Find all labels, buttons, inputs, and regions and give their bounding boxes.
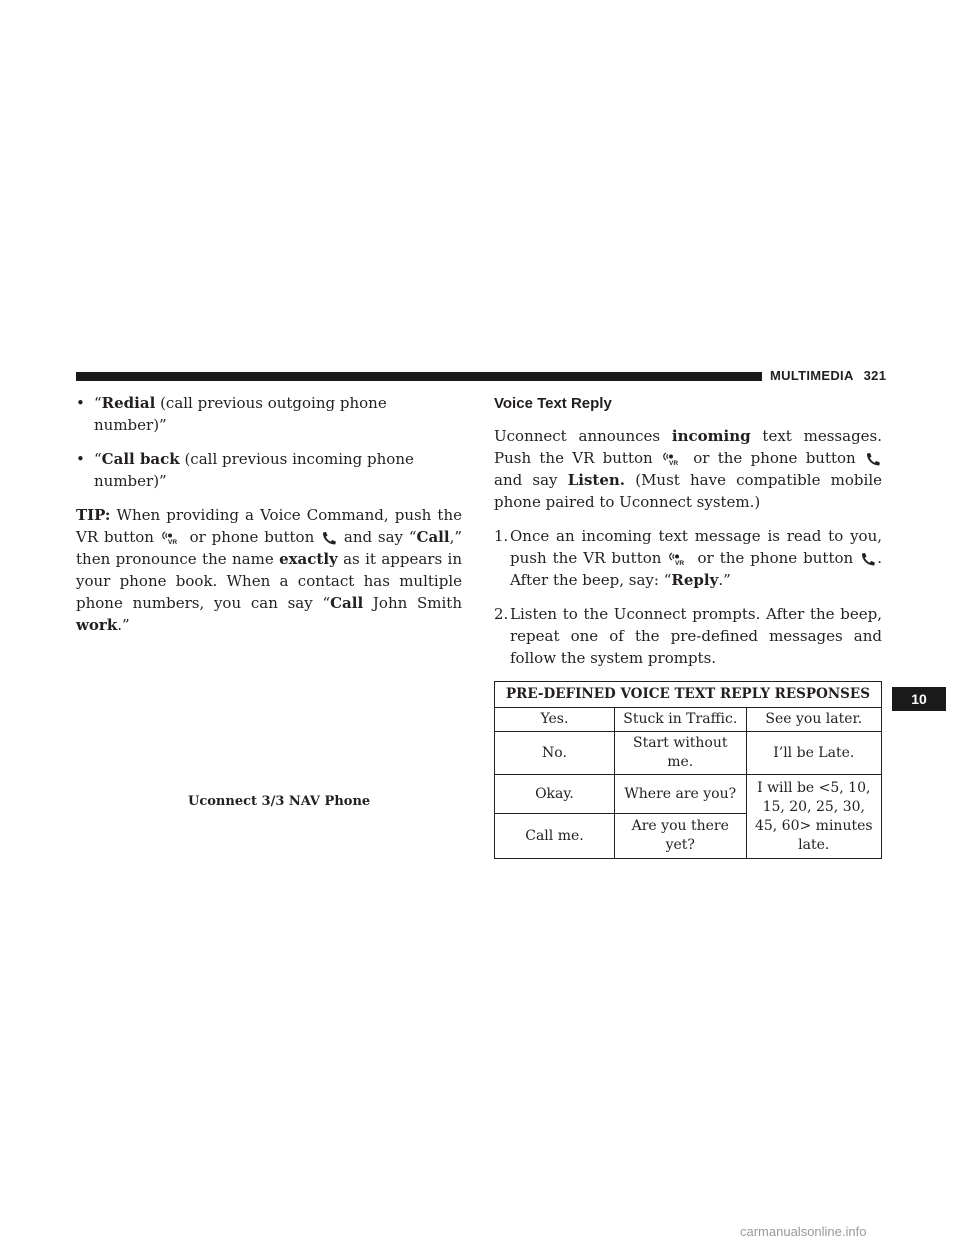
phone-icon [865,452,881,466]
phone-icon [321,531,337,545]
chapter-tab: 10 [892,687,946,711]
bullet-mark: • [76,450,85,468]
step-number: 1. [494,527,509,545]
header-rule [76,372,762,381]
phone-icon [860,552,876,566]
voice-recognition-icon [161,531,183,545]
step-number: 2. [494,605,509,623]
step-1: 1. Once an incoming text message is read to you, push the VR button VR or the phone button . After the beep, say: “Reply.” [494,527,882,589]
table-cell: Where are you? [614,775,746,814]
right-column [494,392,882,859]
table-cell: Stuck in Traffic. [614,708,746,732]
table-header-row [495,682,882,708]
section-title: Voice Text Reply [494,395,612,412]
table-cell: See you later. [746,708,881,732]
bullet-item-call-back: • “Call back (call previous incoming phone number)” [76,450,414,490]
figure-caption: Uconnect 3/3 NAV Phone [188,794,371,809]
section-name: MULTIMEDIA [770,368,854,383]
tip-label: TIP: [76,506,111,524]
command-call-back: Call back [101,450,180,468]
watermark: carmanualsonline.info [740,1224,867,1239]
voice-recognition-icon [662,452,684,466]
table-cell: Are you there yet? [614,814,746,859]
responses-table [494,681,882,859]
intro-paragraph: Uconnect announces incoming text messages. Push the VR button VR or the phone button and say Listen. (Must have compatible mobile phone paired to Uconnect system.) [494,427,883,511]
table-cell: Start without me. [614,732,746,775]
tip-paragraph: TIP: When providing a Voice Command, push the VR button VR or phone button and say “Call,” then pronounce the name exactly as it appears in your phone book. When a contact has multiple phone numbers, you can say “Call John Smith work.” [76,506,462,634]
table-cell: Call me. [495,814,615,859]
table-row [495,775,882,814]
left-column [76,392,462,636]
svg-text:VR: VR [675,560,685,566]
bullet-mark: • [76,394,85,412]
svg-text:VR: VR [167,539,177,545]
bullet-item-redial: • “Redial (call previous outgoing phone number)” [76,394,387,434]
command-redial: Redial [101,394,156,412]
table-header: PRE-DEFINED VOICE TEXT REPLY RESPONSES [495,682,882,708]
table-row [495,708,882,732]
table-cell: Okay. [495,775,615,814]
table-row [495,732,882,775]
voice-recognition-icon [668,552,690,566]
table-cell: Yes. [495,708,615,732]
page-number: 321 [863,368,887,383]
running-header [770,368,886,383]
table-cell: No. [495,732,615,775]
step-2: 2. Listen to the Uconnect prompts. After the beep, repeat one of the pre-defined messages and follow the system prompts. [494,605,882,667]
svg-text:VR: VR [668,460,678,466]
table-cell: I’ll be Late. [746,732,881,775]
table-cell-merged: I will be <5, 10, 15, 20, 25, 30, 45, 60> minutes late. [746,775,881,859]
